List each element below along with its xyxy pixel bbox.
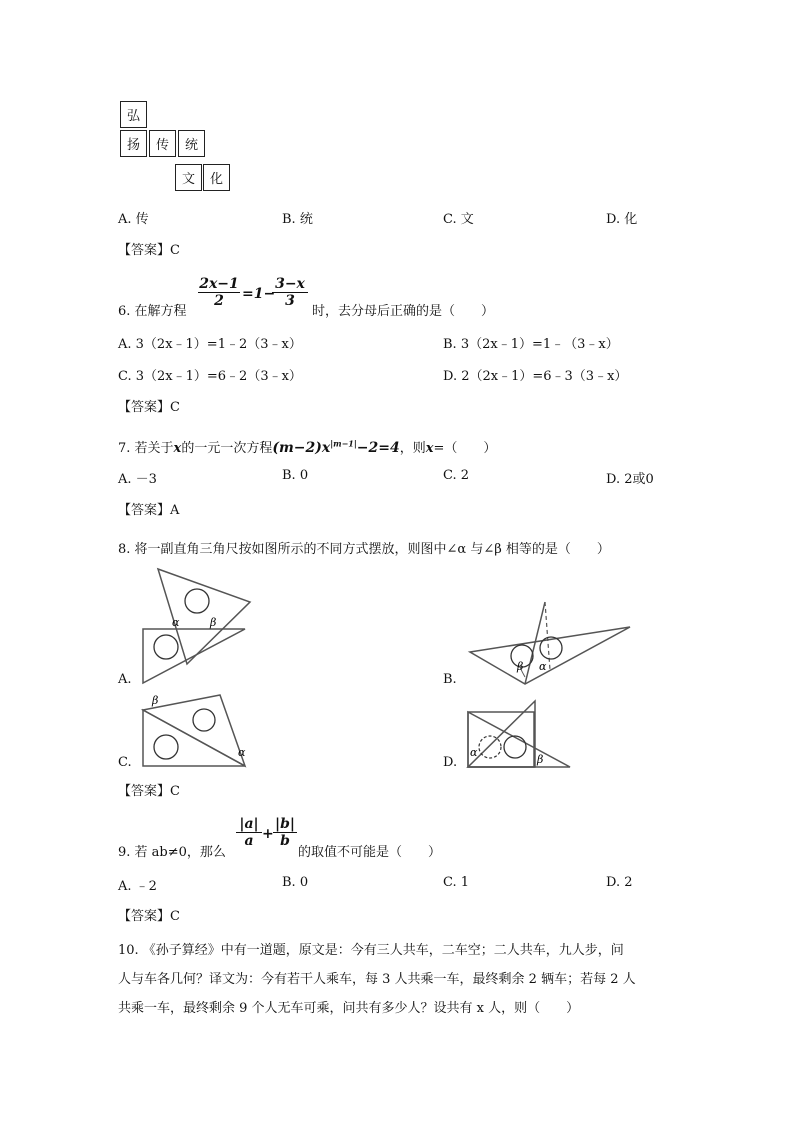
equation: (m−2)x <box>272 440 331 456</box>
question-10-line: 10. 《孙子算经》中有一道题，原文是：今有三人共车，二车空；二人共车，九人步，问 <box>118 943 624 958</box>
question-6-prefix: 6. 在解方程 <box>118 304 187 319</box>
grid-cell: 文 <box>175 164 202 191</box>
plus-sign: + <box>262 826 274 842</box>
answer: 【答案】C <box>118 400 180 415</box>
option-c: C. 文 <box>443 212 474 227</box>
figure-a-label: A. <box>118 672 132 687</box>
figure-c-label: C. <box>118 755 132 770</box>
grid-cell: 扬 <box>120 130 147 157</box>
exponent: |m−1| <box>330 438 357 449</box>
fraction-a <box>236 816 262 849</box>
figure-b-label: B. <box>443 672 457 687</box>
option-a: A. 3（2x﹣1）=1﹣2（3﹣x） <box>118 337 302 352</box>
beta-label: β <box>517 660 524 673</box>
equation-middle: =1− <box>242 286 276 302</box>
grid-cell: 统 <box>178 130 205 157</box>
question-6-suffix: 时，去分母后正确的是（ ） <box>312 304 495 319</box>
grid-cell: 弘 <box>120 101 147 128</box>
option-d: D. 2（2x﹣1）=6﹣3（3﹣x） <box>443 369 628 384</box>
option-a: A. ﹣2 <box>118 879 157 894</box>
alpha-label: α <box>470 746 478 759</box>
variable: x <box>425 441 434 456</box>
figure-c <box>140 690 250 770</box>
answer: 【答案】C <box>118 909 180 924</box>
numerator: 3−x <box>275 276 305 292</box>
figure-b <box>465 600 635 690</box>
fraction-b <box>273 816 297 849</box>
text: 的一元一次方程 <box>181 441 273 456</box>
alpha-label: α <box>539 660 547 673</box>
grid-cell: 化 <box>203 164 230 191</box>
question-10-line: 人与车各几何？译文为：今有若干人乘车，每 3 人共乘一车，最终剩余 2 辆车；若每 2 人 <box>118 972 636 987</box>
option-d: D. 2 <box>606 875 633 890</box>
answer: 【答案】C <box>118 784 180 799</box>
option-b: B. 0 <box>282 468 309 483</box>
question-10-line: 共乘一车，最终剩余 9 个人无车可乘，问共有多少人？设共有 x 人，则（ ） <box>118 1001 580 1016</box>
beta-label: β <box>152 694 159 707</box>
equation: −2=4 <box>356 440 400 456</box>
option-a: A. －3 <box>118 472 157 487</box>
answer: 【答案】A <box>118 503 180 518</box>
denominator: b <box>273 832 297 849</box>
question-9-prefix: 9. 若 ab≠0，那么 <box>118 845 226 860</box>
option-b: B. 3（2x﹣1）=1﹣（3﹣x） <box>443 337 619 352</box>
figure-d <box>465 698 575 770</box>
alpha-label: α <box>172 616 180 629</box>
option-b: B. 0 <box>282 875 309 890</box>
option-c: C. 3（2x﹣1）=6﹣2（3﹣x） <box>118 369 302 384</box>
fraction-right <box>272 276 308 309</box>
beta-label: β <box>210 616 217 629</box>
option-d: D. 2或0 <box>606 472 654 487</box>
text: ，则 <box>399 441 426 456</box>
text: =（ ） <box>433 441 497 456</box>
fraction-left <box>198 276 240 309</box>
option-d: D. 化 <box>606 212 638 227</box>
alpha-label: α <box>238 746 246 759</box>
option-c: C. 1 <box>443 875 470 890</box>
variable: x <box>173 441 182 456</box>
option-c: C. 2 <box>443 468 470 483</box>
denominator: a <box>236 832 262 849</box>
text: 7. 若关于 <box>118 441 174 456</box>
figure-a <box>140 565 255 685</box>
beta-label: β <box>537 753 544 766</box>
option-b: B. 统 <box>282 212 313 227</box>
grid-cell: 传 <box>149 130 176 157</box>
answer: 【答案】C <box>118 243 180 258</box>
denominator: 2 <box>198 292 240 309</box>
numerator: |a| <box>239 816 259 832</box>
option-a: A. 传 <box>118 212 149 227</box>
numerator: |b| <box>275 816 295 832</box>
figure-d-label: D. <box>443 755 458 770</box>
question-9-suffix: 的取值不可能是（ ） <box>298 845 442 860</box>
question-8: 8. 将一副直角三角尺按如图所示的不同方式摆放，则图中∠α 与∠β 相等的是（ ） <box>118 542 610 557</box>
numerator: 2x−1 <box>199 276 239 292</box>
question-7 <box>118 437 496 456</box>
denominator: 3 <box>272 292 308 309</box>
